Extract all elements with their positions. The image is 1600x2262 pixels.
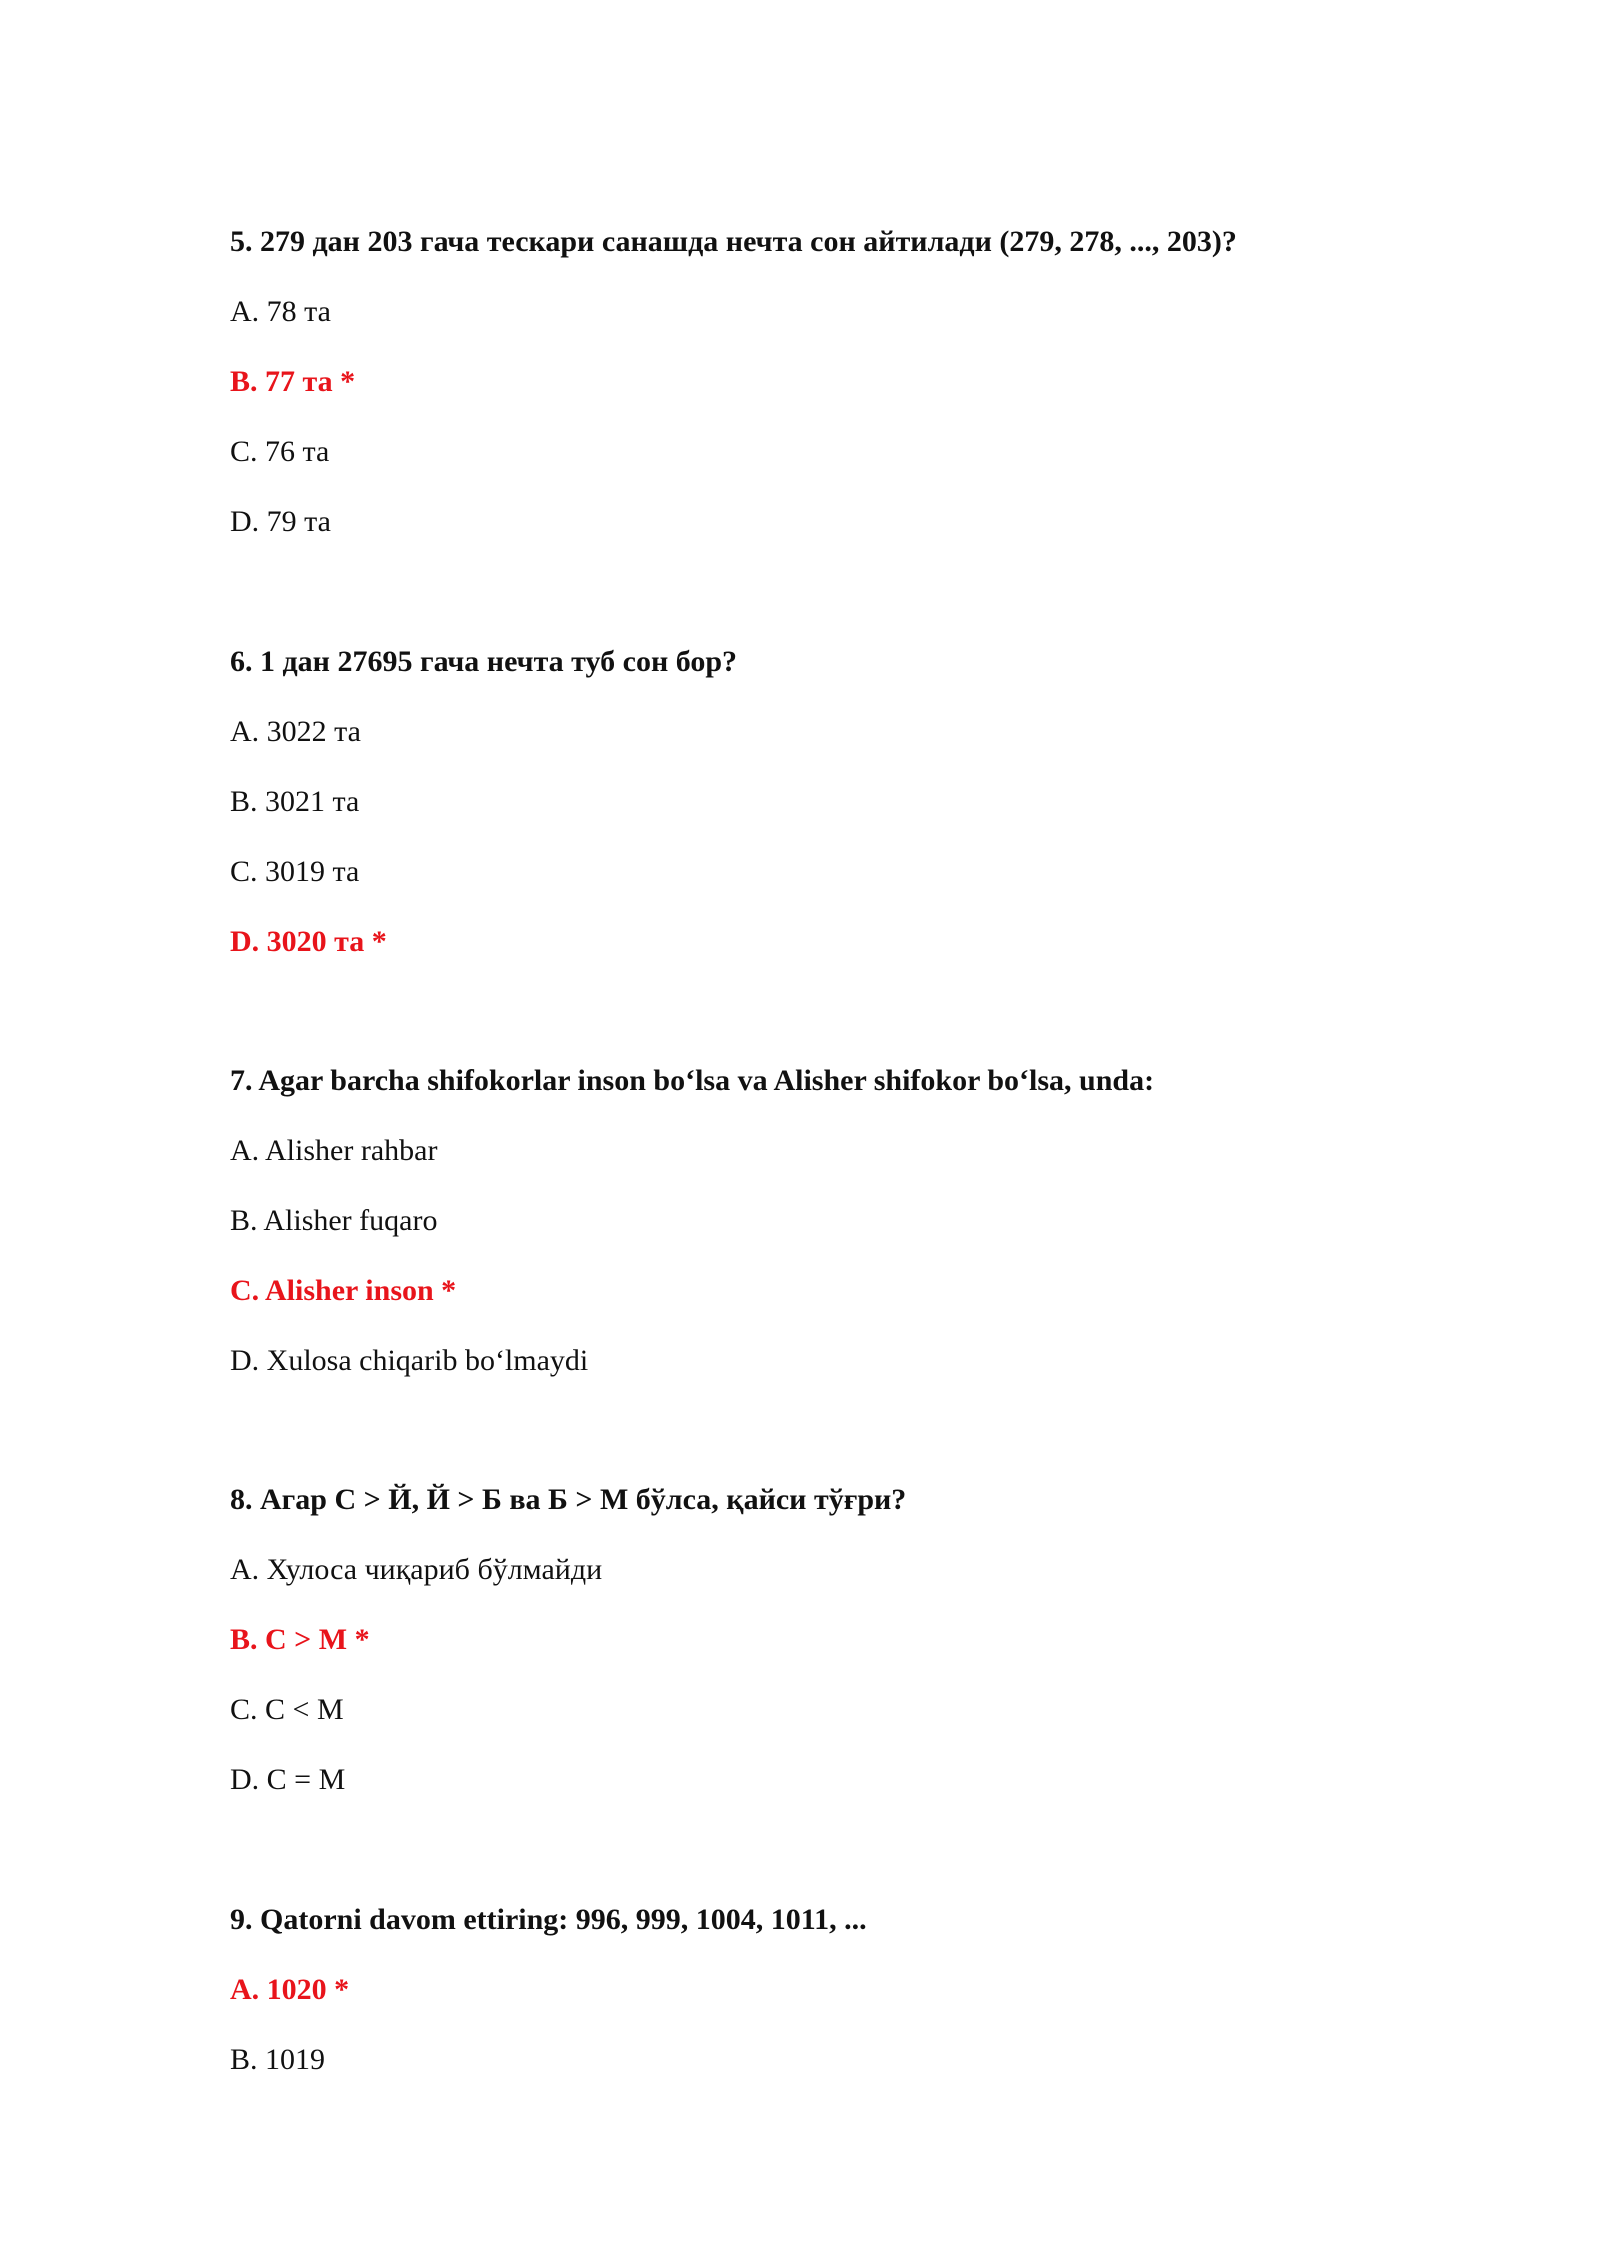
option-d-correct: D. 3020 та * <box>230 925 387 958</box>
question-9 <box>230 1902 1470 2112</box>
option-b: B. Alisher fuqaro <box>230 1204 438 1237</box>
question-8 <box>230 1482 1470 1832</box>
option-a: A. Alisher rahbar <box>230 1134 438 1167</box>
question-5 <box>230 224 1470 574</box>
question-6 <box>230 644 1470 994</box>
option-d: D. 79 та <box>230 505 331 538</box>
question-text: 5. 279 дан 203 гача тескари санашда нечта сон айтилади (279, 278, ..., 203)? <box>230 225 1237 258</box>
question-text: 6. 1 дан 27695 гача нечта туб сон бор? <box>230 645 738 678</box>
option-a: A. 3022 та <box>230 715 361 748</box>
option-c-correct: C. Alisher inson * <box>230 1274 457 1307</box>
option-d: D. Xulosa chiqarib bo‘lmaydi <box>230 1344 589 1377</box>
option-a-correct: A. 1020 * <box>230 1973 350 2006</box>
option-b-correct: B. 77 та * <box>230 365 356 398</box>
option-d: D. С = М <box>230 1763 346 1796</box>
option-a: A. 78 та <box>230 295 331 328</box>
option-b-correct: B. С > М * <box>230 1623 370 1656</box>
option-c: C. С < М <box>230 1693 344 1726</box>
question-text: 8. Агар С > Й, Й > Б ва Б > М бўлса, қайси тўғри? <box>230 1483 907 1516</box>
question-text: 7. Agar barcha shifokorlar inson bo‘lsa va Alisher shifokor bo‘lsa, unda: <box>230 1064 1155 1097</box>
option-b: B. 3021 та <box>230 785 360 818</box>
option-a: A. Хулоса чиқариб бўлмайди <box>230 1553 603 1586</box>
question-text: 9. Qatorni davom ettiring: 996, 999, 1004, 1011, ... <box>230 1903 867 1936</box>
option-b: B. 1019 <box>230 2043 326 2076</box>
question-7 <box>230 1063 1470 1413</box>
option-c: C. 3019 та <box>230 855 360 888</box>
option-c: C. 76 та <box>230 435 330 468</box>
